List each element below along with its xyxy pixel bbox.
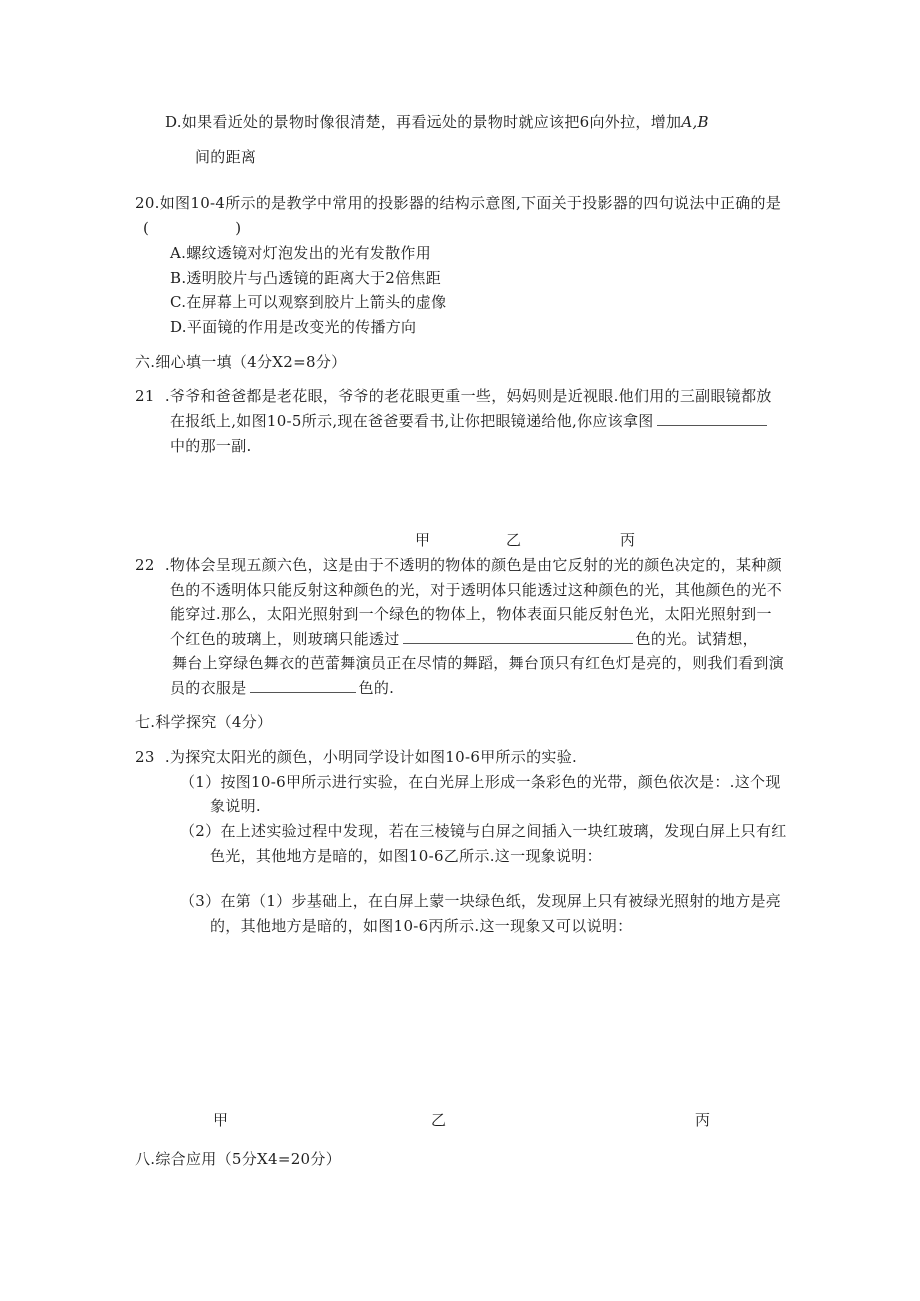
section-7-heading: 七.科学探究（4分）: [135, 713, 273, 731]
q21-figure-label-jia: 甲: [415, 531, 431, 549]
q20-stem: 20.如图10-4所示的是教学中常用的投影器的结构示意图,下面关于投影器的四句说法中正确的是: [135, 194, 782, 212]
q22-line-5: 舞台上穿绿色舞衣的芭蕾舞演员正在尽情的舞蹈，舞台顶只有红色灯是亮的，则我们看到演: [172, 654, 785, 672]
q23-part-1-line-1: （1）按图10-6甲所示进行实验，在白光屏上形成一条彩色的光带，颜色依次是：.这个现: [180, 773, 781, 791]
q19-option-d-text: D.如果看近处的景物时像很清楚，再看远处的景物时就应该把6向外拉，增加: [165, 113, 682, 131]
q23-part-2-line-1: （2）在上述实验过程中发现，若在三棱镜与白屏之间插入一块红玻璃，发现白屏上只有红: [180, 822, 787, 840]
q20-option-c: C.在屏幕上可以观察到胶片上箭头的虚像: [170, 293, 447, 311]
q21-line-2: [170, 411, 770, 431]
q20-option-d: D.平面镜的作用是改变光的传播方向: [170, 318, 417, 336]
q19-option-d-italic: A,B: [681, 113, 709, 131]
q19-option-d-continuation: 间的距离: [195, 148, 257, 166]
q23-figure-label-bing: 丙: [695, 1111, 711, 1129]
q21-figure-label-yi: 乙: [506, 531, 522, 549]
q22-line-4: [170, 629, 758, 649]
q23-part-2-line-2: 色光，其他地方是暗的，如图10-6乙所示.这一现象说明：: [210, 847, 602, 865]
q21-line-2-text: 在报纸上,如图10-5所示,现在爸爸要看书,让你把眼镜递给他,你应该拿图: [170, 412, 654, 430]
q20-option-b: B.透明胶片与凸透镜的距离大于2倍焦距: [170, 269, 442, 287]
q22-answer-blank-1: [403, 629, 633, 644]
q21-line-3: 中的那一副.: [170, 437, 252, 455]
q22-line-6-text-a: 员的衣服是: [170, 679, 247, 697]
section-8-heading: 八.综合应用（5分X4=20分）: [135, 1150, 341, 1168]
q21-figure-label-bing: 丙: [620, 531, 636, 549]
q19-option-d: [165, 112, 709, 132]
q22-line-2: 色的不透明体只能反射这种颜色的光，对于透明体只能透过这种颜色的光，其他颜色的光不: [170, 581, 783, 599]
q22-line-6: [170, 678, 394, 698]
q20-answer-paren: ( ): [143, 219, 242, 237]
q22-line-1: 22 .物体会呈现五颜六色，这是由于不透明的物体的颜色是由它反射的光的颜色决定的，某种颜: [135, 556, 782, 574]
q22-line-6-text-b: 色的.: [358, 679, 395, 697]
q21-line-1: 21 .爷爷和爸爸都是老花眼，爷爷的老花眼更重一些，妈妈则是近视眼.他们用的三副眼镜都放: [135, 387, 772, 405]
q20-option-a: A.螺纹透镜对灯泡发出的光有发散作用: [170, 244, 432, 262]
q23-figure-label-yi: 乙: [431, 1111, 447, 1129]
q22-answer-blank-2: [250, 678, 356, 693]
q22-line-4-text-b: 色的光。试猜想，: [635, 630, 758, 648]
section-6-heading: 六.细心填一填（4分X2=8分）: [135, 353, 347, 371]
q22-line-3: 能穿过.那么，太阳光照射到一个绿色的物体上，物体表面只能反射色光，太阳光照射到一: [170, 605, 772, 623]
q23-figure-label-jia: 甲: [213, 1111, 229, 1129]
q23-part-3-line-2: 的，其他地方是暗的，如图10-6丙所示.这一现象又可以说明：: [210, 917, 633, 935]
q21-answer-blank: [657, 411, 767, 426]
q23-stem: 23 .为探究太阳光的颜色，小明同学设计如图10-6甲所示的实验.: [135, 748, 578, 766]
q23-part-3-line-1: （3）在第（1）步基础上，在白屏上蒙一块绿色纸，发现屏上只有被绿光照射的地方是亮: [180, 892, 782, 910]
q23-part-1-line-2: 象说明.: [210, 797, 261, 815]
q22-line-4-text-a: 个红色的玻璃上，则玻璃只能透过: [170, 630, 400, 648]
